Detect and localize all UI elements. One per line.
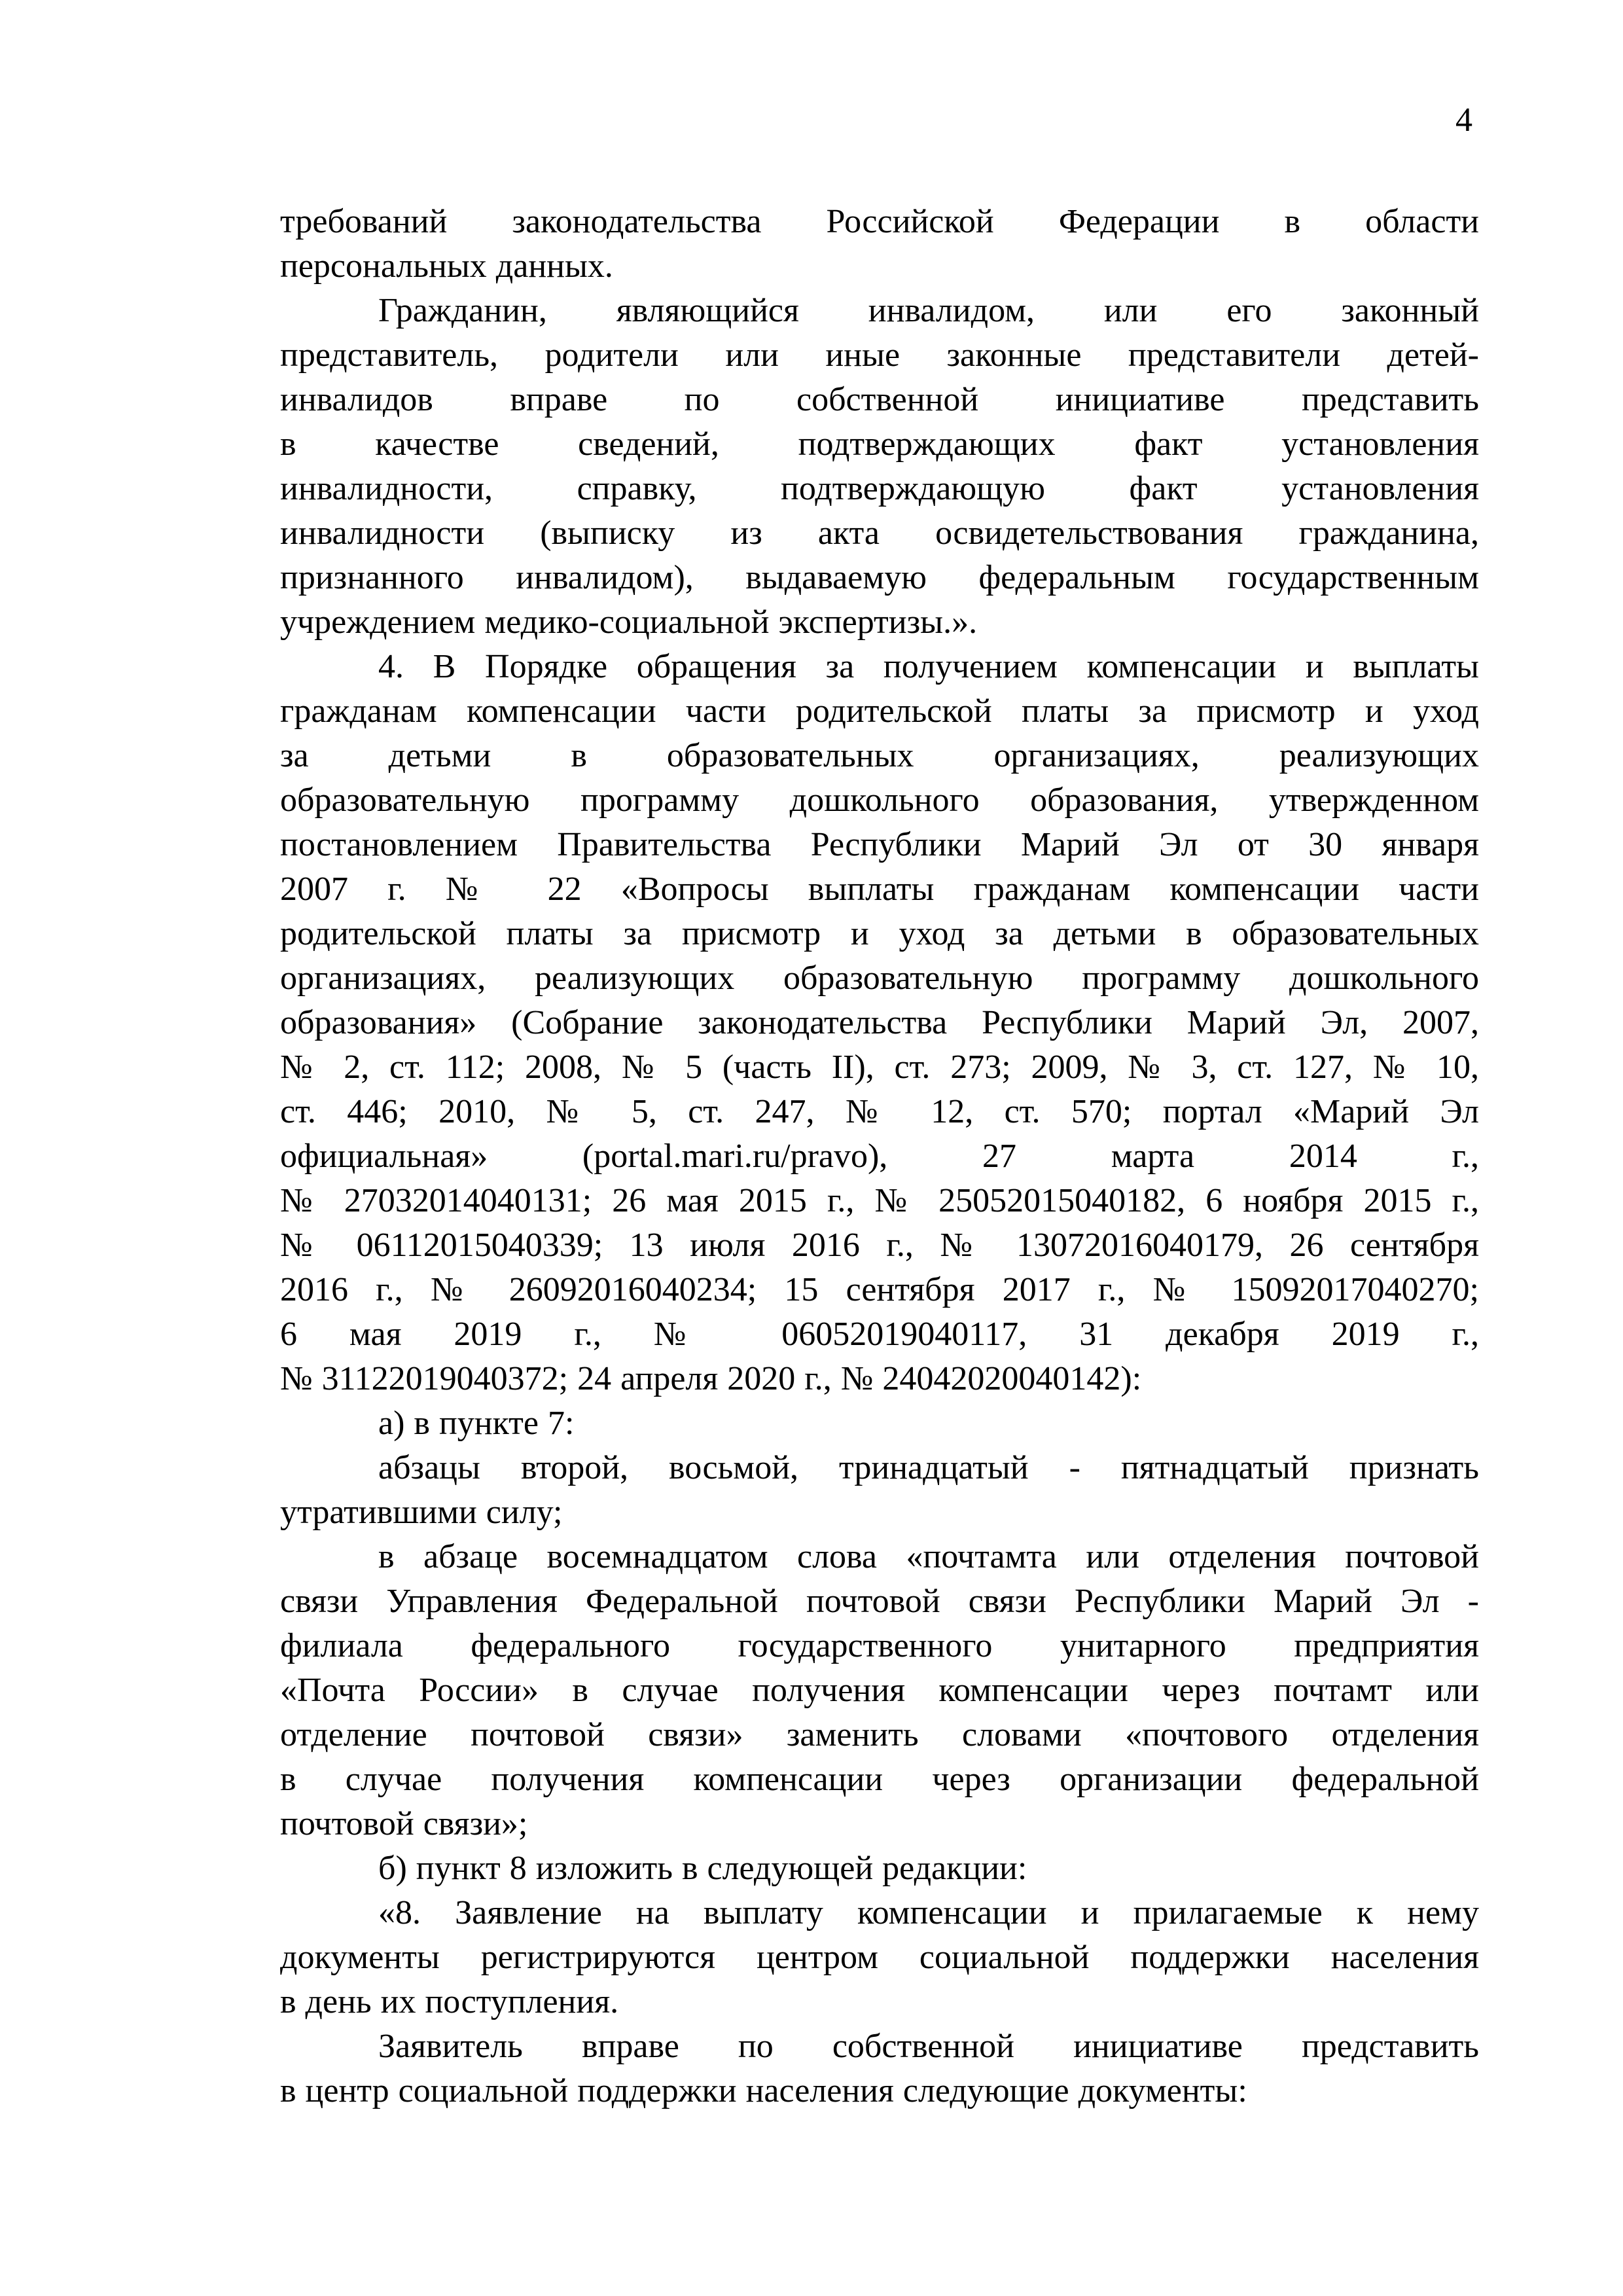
- text-line: представитель, родители или иные законные представители детей-: [280, 336, 1479, 374]
- text-line: требований законодательства Российской Федерации в области: [280, 203, 1479, 240]
- paragraph: [280, 1891, 1479, 2024]
- text-line: № 06112015040339; 13 июля 2016 г., № 13072016040179, 26 сентября: [280, 1227, 1479, 1264]
- text-line: Заявитель вправе по собственной инициативе представить: [378, 2028, 1479, 2065]
- text-line: в случае получения компенсации через организации федеральной: [280, 1761, 1479, 1798]
- text-line: ст. 446; 2010, № 5, ст. 247, № 12, ст. 570; портал «Марий Эл: [280, 1093, 1479, 1130]
- text-line: № 31122019040372; 24 апреля 2020 г., № 24042020040142):: [280, 1360, 1142, 1397]
- paragraph: [280, 2024, 1479, 2113]
- text-line: а) в пункте 7:: [378, 1405, 575, 1442]
- paragraph: [280, 200, 1479, 289]
- text-line: 2007 г. № 22 «Вопросы выплаты гражданам компенсации части: [280, 870, 1479, 908]
- text-line: признанного инвалидом), выдаваемую федеральным государственным: [280, 559, 1479, 596]
- paragraph: [280, 1535, 1479, 1846]
- text-line: родительской платы за присмотр и уход за детьми в образовательных: [280, 915, 1479, 952]
- text-line: связи Управления Федеральной почтовой связи Республики Марий Эл -: [280, 1583, 1479, 1620]
- text-line: постановлением Правительства Республики Марий Эл от 30 января: [280, 826, 1479, 863]
- paragraph: [280, 1846, 1479, 1891]
- text-line: организациях, реализующих образовательную программу дошкольного: [280, 960, 1479, 997]
- text-line: абзацы второй, восьмой, тринадцатый - пятнадцатый признать: [378, 1449, 1479, 1486]
- paragraph: [280, 1401, 1479, 1446]
- text-line: 2016 г., № 26092016040234; 15 сентября 2017 г., № 15092017040270;: [280, 1271, 1479, 1308]
- text-line: в центр социальной поддержки населения следующие документы:: [280, 2072, 1247, 2109]
- paragraph: [280, 1446, 1479, 1535]
- text-line: образования» (Собрание законодательства Республики Марий Эл, 2007,: [280, 1004, 1479, 1041]
- text-line: гражданам компенсации части родительской платы за присмотр и уход: [280, 692, 1479, 730]
- text-line: филиала федерального государственного унитарного предприятия: [280, 1627, 1479, 1664]
- text-line: инвалидности (выписку из акта освидетельствования гражданина,: [280, 514, 1479, 552]
- text-line: официальная» (portal.mari.ru/pravo), 27 марта 2014 г.,: [280, 1138, 1479, 1175]
- text-line: «Почта России» в случае получения компенсации через почтамт или: [280, 1672, 1479, 1709]
- text-line: инвалидности, справку, подтверждающую факт установления: [280, 470, 1479, 507]
- text-line: № 27032014040131; 26 мая 2015 г., № 25052015040182, 6 ноября 2015 г.,: [280, 1182, 1479, 1219]
- text-line: отделение почтовой связи» заменить словами «почтового отделения: [280, 1716, 1479, 1753]
- page-number: 4: [1455, 101, 1472, 139]
- text-line: в качестве сведений, подтверждающих факт установления: [280, 425, 1479, 463]
- text-line: б) пункт 8 изложить в следующей редакции:: [378, 1850, 1027, 1887]
- text-line: персональных данных.: [280, 247, 613, 285]
- paragraph: [280, 289, 1479, 645]
- text-line: Гражданин, являющийся инвалидом, или его законный: [378, 292, 1479, 329]
- text-line: почтовой связи»;: [280, 1805, 528, 1842]
- text-line: в абзаце восемнадцатом слова «почтамта или отделения почтовой: [378, 1538, 1479, 1575]
- text-line: учреждением медико-социальной экспертизы.».: [280, 603, 978, 641]
- text-line: за детьми в образовательных организациях, реализующих: [280, 737, 1479, 774]
- text-line: документы регистрируются центром социальной поддержки населения: [280, 1939, 1479, 1976]
- text-line: 6 мая 2019 г., № 06052019040117, 31 декабря 2019 г.,: [280, 1316, 1479, 1353]
- text-line: инвалидов вправе по собственной инициативе представить: [280, 381, 1479, 418]
- text-line: 4. В Порядке обращения за получением компенсации и выплаты: [378, 648, 1479, 685]
- text-line: «8. Заявление на выплату компенсации и прилагаемые к нему: [378, 1894, 1479, 1931]
- document-body: [280, 200, 1479, 2113]
- text-line: образовательную программу дошкольного образования, утвержденном: [280, 781, 1479, 819]
- text-line: в день их поступления.: [280, 1983, 619, 2020]
- text-line: № 2, ст. 112; 2008, № 5 (часть II), ст. 273; 2009, № 3, ст. 127, № 10,: [280, 1049, 1479, 1086]
- text-line: утратившими силу;: [280, 1494, 563, 1531]
- paragraph: [280, 645, 1479, 1401]
